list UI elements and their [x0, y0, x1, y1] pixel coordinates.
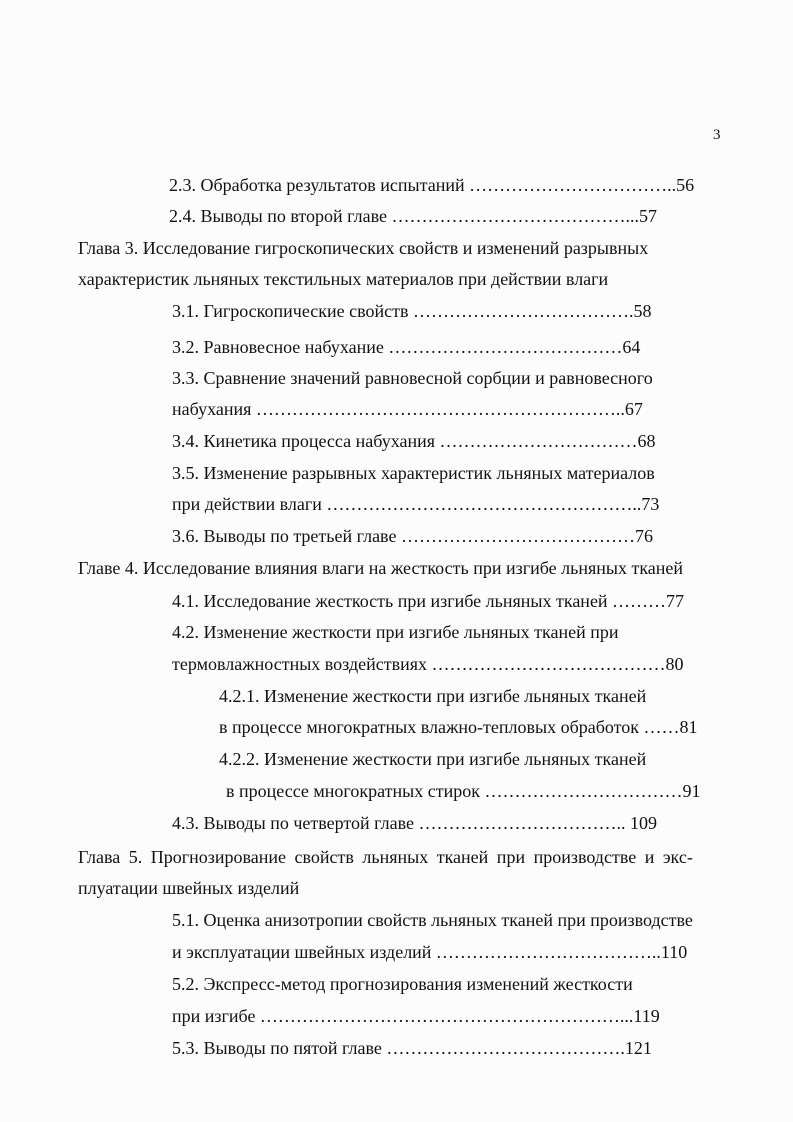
toc-entry-2-3: 2.3. Обработка результатов испытаний ……………………………..56 [169, 175, 695, 195]
toc-entry-2-4: 2.4. Выводы по второй главе …………………………………...57 [169, 206, 657, 226]
toc-entry-4-2-cont: термовлажностных воздействиях …………………………………80 [172, 654, 684, 674]
toc-entry-4-2-2: 4.2.2. Изменение жесткости при изгибе льняных тканей [219, 749, 647, 769]
toc-entry-5-3: 5.3. Выводы по пятой главе ………………………………….121 [172, 1038, 652, 1058]
page-number: 3 [713, 127, 721, 143]
toc-entry-3-1: 3.1. Гигроскопические свойств ……………………………….58 [172, 301, 652, 321]
toc-entry-5-1: 5.1. Оценка анизотропии свойств льняных тканей при производстве [172, 910, 693, 930]
toc-entry-3-4: 3.4. Кинетика процесса набухания ……………………………68 [172, 431, 656, 451]
toc-entry-5-2: 5.2. Экспресс-метод прогнозирования изменений жесткости [172, 974, 633, 994]
toc-entry-3-5-cont: при действии влаги ……………………………………………..73 [172, 494, 660, 514]
toc-entry-3-3: 3.3. Сравнение значений равновесной сорбции и равновесного [172, 368, 653, 388]
toc-chapter-3-heading-cont: характеристик льняных текстильных материалов при действии влаги [78, 269, 609, 289]
toc-chapter-4-heading: Главе 4. Исследование влияния влаги на жесткость при изгибе льняных тканей [78, 558, 684, 578]
toc-chapter-5-heading: Глава 5. Прогнозирование свойств льняных тканей при производстве и экс- [78, 847, 693, 867]
toc-entry-5-1-cont: и эксплуатации швейных изделий ………………………………..110 [172, 942, 688, 962]
toc-chapter-5-heading-cont: плуатации швейных изделий [78, 878, 300, 898]
toc-entry-4-2: 4.2. Изменение жесткости при изгибе льняных тканей при [172, 622, 619, 642]
toc-entry-3-2: 3.2. Равновесное набухание …………………………………64 [172, 337, 641, 357]
toc-entry-4-2-1: 4.2.1. Изменение жесткости при изгибе льняных тканей [219, 686, 647, 706]
toc-entry-5-2-cont: при изгибе ……………………………………………………...119 [172, 1006, 660, 1026]
toc-entry-3-5: 3.5. Изменение разрывных характеристик льняных материалов [172, 463, 655, 483]
toc-entry-4-2-1-cont: в процессе многократных влажно-тепловых обработок ……81 [219, 717, 698, 737]
toc-entry-3-3-cont: набухания ……………………………………………………..67 [172, 399, 643, 419]
toc-chapter-3-heading: Глава 3. Исследование гигроскопических свойств и изменений разрывных [78, 238, 649, 258]
toc-entry-4-1: 4.1. Исследование жесткость при изгибе льняных тканей ………77 [172, 591, 685, 611]
toc-entry-4-2-2-cont: в процессе многократных стирок ……………………………91 [226, 781, 701, 801]
toc-entry-4-3: 4.3. Выводы по четвертой главе …………………………….. 109 [172, 813, 657, 833]
toc-entry-3-6: 3.6. Выводы по третьей главе …………………………………76 [172, 526, 653, 546]
